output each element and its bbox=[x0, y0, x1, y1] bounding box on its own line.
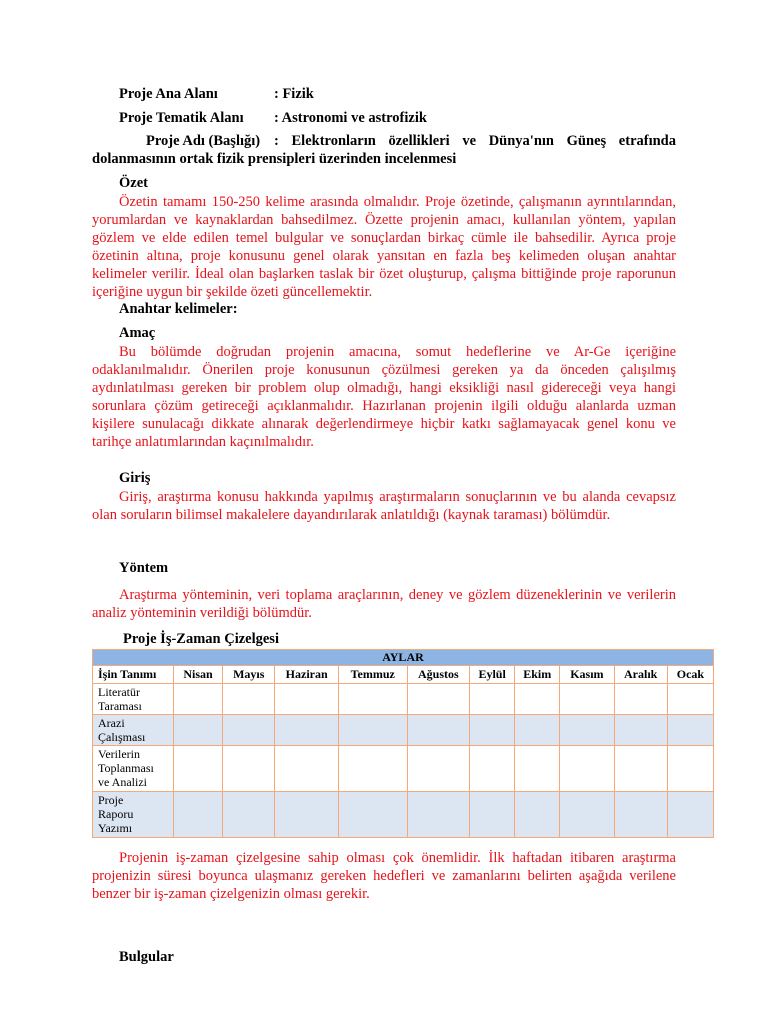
title-label: Proje Adı (Başlığı) bbox=[146, 133, 261, 149]
summary-heading: Özet bbox=[119, 175, 148, 191]
schedule-table bbox=[92, 649, 714, 838]
main-area-label: Proje Ana Alanı bbox=[119, 86, 218, 102]
table-row bbox=[93, 715, 714, 746]
month-header: Aralık bbox=[614, 666, 667, 684]
table-row bbox=[93, 746, 714, 792]
month-header: Temmuz bbox=[338, 666, 407, 684]
task-cell: Arazi Çalışması bbox=[93, 715, 174, 746]
project-title bbox=[92, 132, 676, 168]
months-group-header: AYLAR bbox=[93, 650, 714, 666]
main-area-value: : Fizik bbox=[274, 86, 314, 102]
month-header: Ekim bbox=[515, 666, 560, 684]
table-row bbox=[93, 792, 714, 838]
project-thematic-area bbox=[119, 110, 427, 127]
thematic-area-value: : Astronomi ve astrofizik bbox=[274, 110, 427, 126]
intro-heading: Giriş bbox=[119, 470, 151, 486]
keywords-heading: Anahtar kelimeler: bbox=[119, 301, 238, 317]
task-cell: Literatür Taraması bbox=[93, 684, 174, 715]
intro-text: Giriş, araştırma konusu hakkında yapılmış araştırmaların sonuçlarının ve bu alanda cevapsız olan soruların bilimsel makalelere dayandırılarak anlatıldığı (kaynak taraması) bölümdür. bbox=[92, 489, 676, 523]
findings-heading: Bulgular bbox=[119, 949, 174, 965]
purpose-text: Bu bölümde doğrudan projenin amacına, somut hedeflerine ve Ar-Ge içeriğine odaklanılmalıdır. Önerilen proje konusunun çözülmesi gereken ya da önceden çalışılmış aydınlatılması gereken bir problem olup olmadığı, hangi eksikliği nasıl gidereceği veya hangi sorunlara çözüm getireceği açıklanmalıdır. Hazırlanan projenin ilgili olduğu alanlarda uzman kişilere sunulacağı dikkate alınarak değerlendirmeye hiçbir katkı sağlamayacak genel konu ve tarihçe anlatımlarından kaçınılmalıdır. bbox=[92, 344, 676, 450]
schedule-heading: Proje İş-Zaman Çizelgesi bbox=[123, 631, 279, 647]
task-column-header: İşin Tanımı bbox=[93, 666, 174, 684]
task-cell: Verilerin Toplanması ve Analizi bbox=[93, 746, 174, 792]
month-header: Eylül bbox=[470, 666, 515, 684]
month-header: Haziran bbox=[275, 666, 339, 684]
project-main-area bbox=[119, 86, 314, 103]
table-row bbox=[93, 684, 714, 715]
month-header: Mayıs bbox=[223, 666, 275, 684]
title-value: : Elektronların özellikleri ve Dünya'nın Güneş etrafında dolanmasının ortak fizik prensipleri üzerinden incelenmesi bbox=[92, 133, 676, 167]
month-header: Kasım bbox=[560, 666, 614, 684]
task-cell: Proje Raporu Yazımı bbox=[93, 792, 174, 838]
summary-text: Özetin tamamı 150-250 kelime arasında olmalıdır. Proje özetinde, çalışmanın ayrıntılarından, yorumlardan ve kaynaklardan bahsedilmez. Özette projenin amacı, kullanılan yöntem, yapılan gözlem ve elde edilen temel bulgular ve sonuçlardan birkaç cümle ile bahsedilir. Ayrıca proje özetinin altına, proje konusunu genel olarak yansıtan en fazla beş kelimeden oluşan anahtar kelimeler verilir. İdeal olan başlarken taslak bir özet oluşturup, çalışma bittiğinde proje raporunun içeriğine uygun bir şekilde özeti güncellemektir. bbox=[92, 194, 676, 300]
month-header: Ocak bbox=[667, 666, 713, 684]
method-heading: Yöntem bbox=[119, 560, 169, 576]
month-header: Nisan bbox=[173, 666, 222, 684]
method-text: Araştırma yönteminin, veri toplama araçlarının, deney ve gözlem düzeneklerinin ve verilerin analiz yönteminin verildiği bölümdür. bbox=[92, 587, 676, 621]
thematic-area-label: Proje Tematik Alanı bbox=[119, 110, 244, 126]
schedule-note: Projenin iş-zaman çizelgesine sahip olması çok önemlidir. İlk haftadan itibaren araştırma projenizin süresi boyunca ulaşmanız gereken hedefleri ve zamanlarını belirten aşağıda verilene benzer bir iş-zaman çizelgenizin olması gerekir. bbox=[92, 850, 676, 902]
purpose-heading: Amaç bbox=[119, 325, 156, 341]
month-header: Ağustos bbox=[407, 666, 470, 684]
